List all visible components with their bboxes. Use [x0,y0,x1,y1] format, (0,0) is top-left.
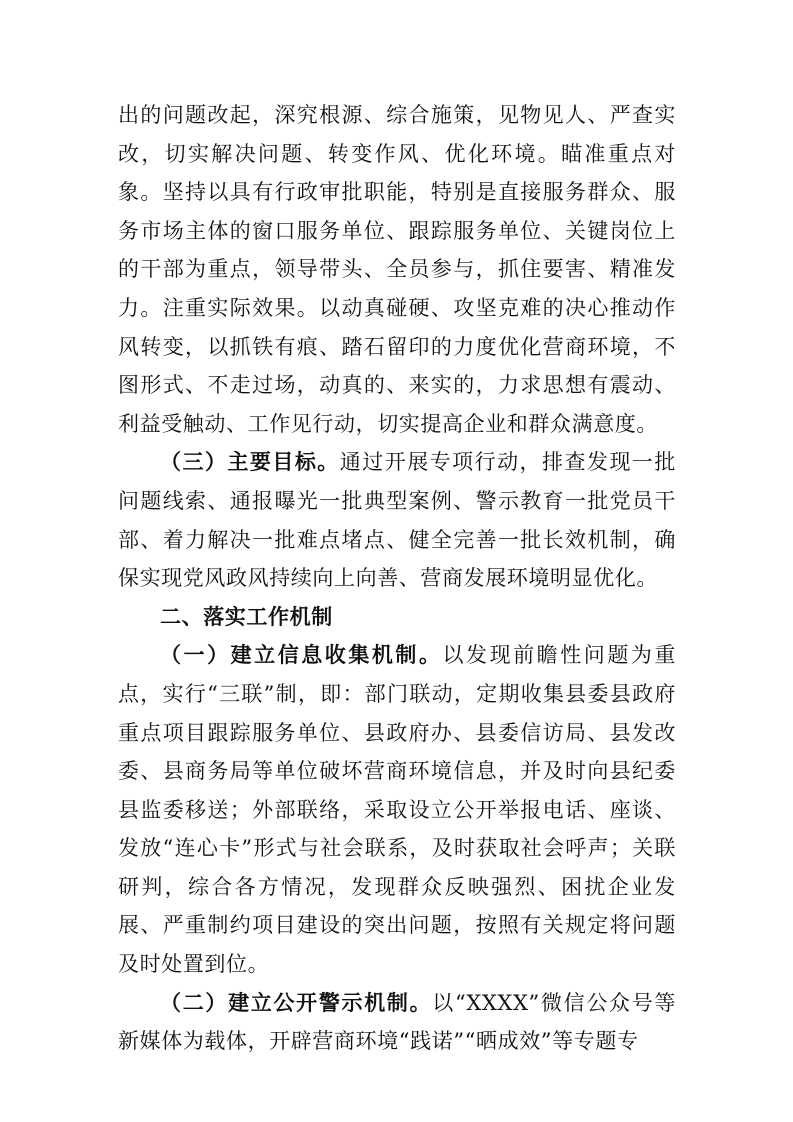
paragraph-main-goals [118,443,676,597]
paragraph-text: 以“XXXX”微信公众号等新媒体为载体，开辟营商环境“践诺”“晒成效”等专题专 [118,990,677,1054]
paragraph-info-collection [118,636,676,983]
paragraph-lead-title: （一）建立信息收集机制。 [160,643,443,668]
paragraph-public-warning [118,984,676,1061]
paragraph-continuation: 出的问题改起，深究根源、综合施策，见物见人、严查实改，切实解决问题、转变作风、优化环境。瞄准重点对象。坚持以具有行政审批职能，特别是直接服务群众、服务市场主体的窗口服务单位、跟踪服务单位、关键岗位上的干部为重点，领导带头、全员参与，抓住要害、精准发力。注重实际效果。以动真碰硬、攻坚克难的决心推动作风转变，以抓铁有痕、踏石留印的力度优化营商环境，不图形式、不走过场，动真的、来实的，力求思想有震动、利益受触动、工作见行动，切实提高企业和群众满意度。 [118,103,676,436]
paragraph-lead-title: （三）主要目标。 [160,450,340,475]
section-heading: 二、落实工作机制 [160,604,333,629]
paragraph-lead-title: （二）建立公开警示机制。 [160,990,433,1015]
paragraph-text: 以发现前瞻性问题为重点，实行“三联”制，即：部门联动，定期收集县委县政府重点项目跟踪服务单位、县政府办、县委信访局、县发改委、县商务局等单位破坏营商环境信息，并及时向县纪委县监委移送；外部联络，采取设立公开举报电话、座谈、发放“连心卡”形式与社会联系，及时获取社会呼声；关联研判，综合各方情况，发现群众反映强烈、困扰企业发展、严重制约项目建设的突出问题，按照有关规定将问题及时处置到位。 [118,643,676,977]
document-body [118,96,676,1061]
paragraph-text: 通过开展专项行动，排查发现一批问题线索、通报曝光一批典型案例、警示教育一批党员干部、着力解决一批难点堵点、健全完善一批长效机制，确保实现党风政风持续向上向善、营商发展环境明显优化。 [118,450,676,591]
